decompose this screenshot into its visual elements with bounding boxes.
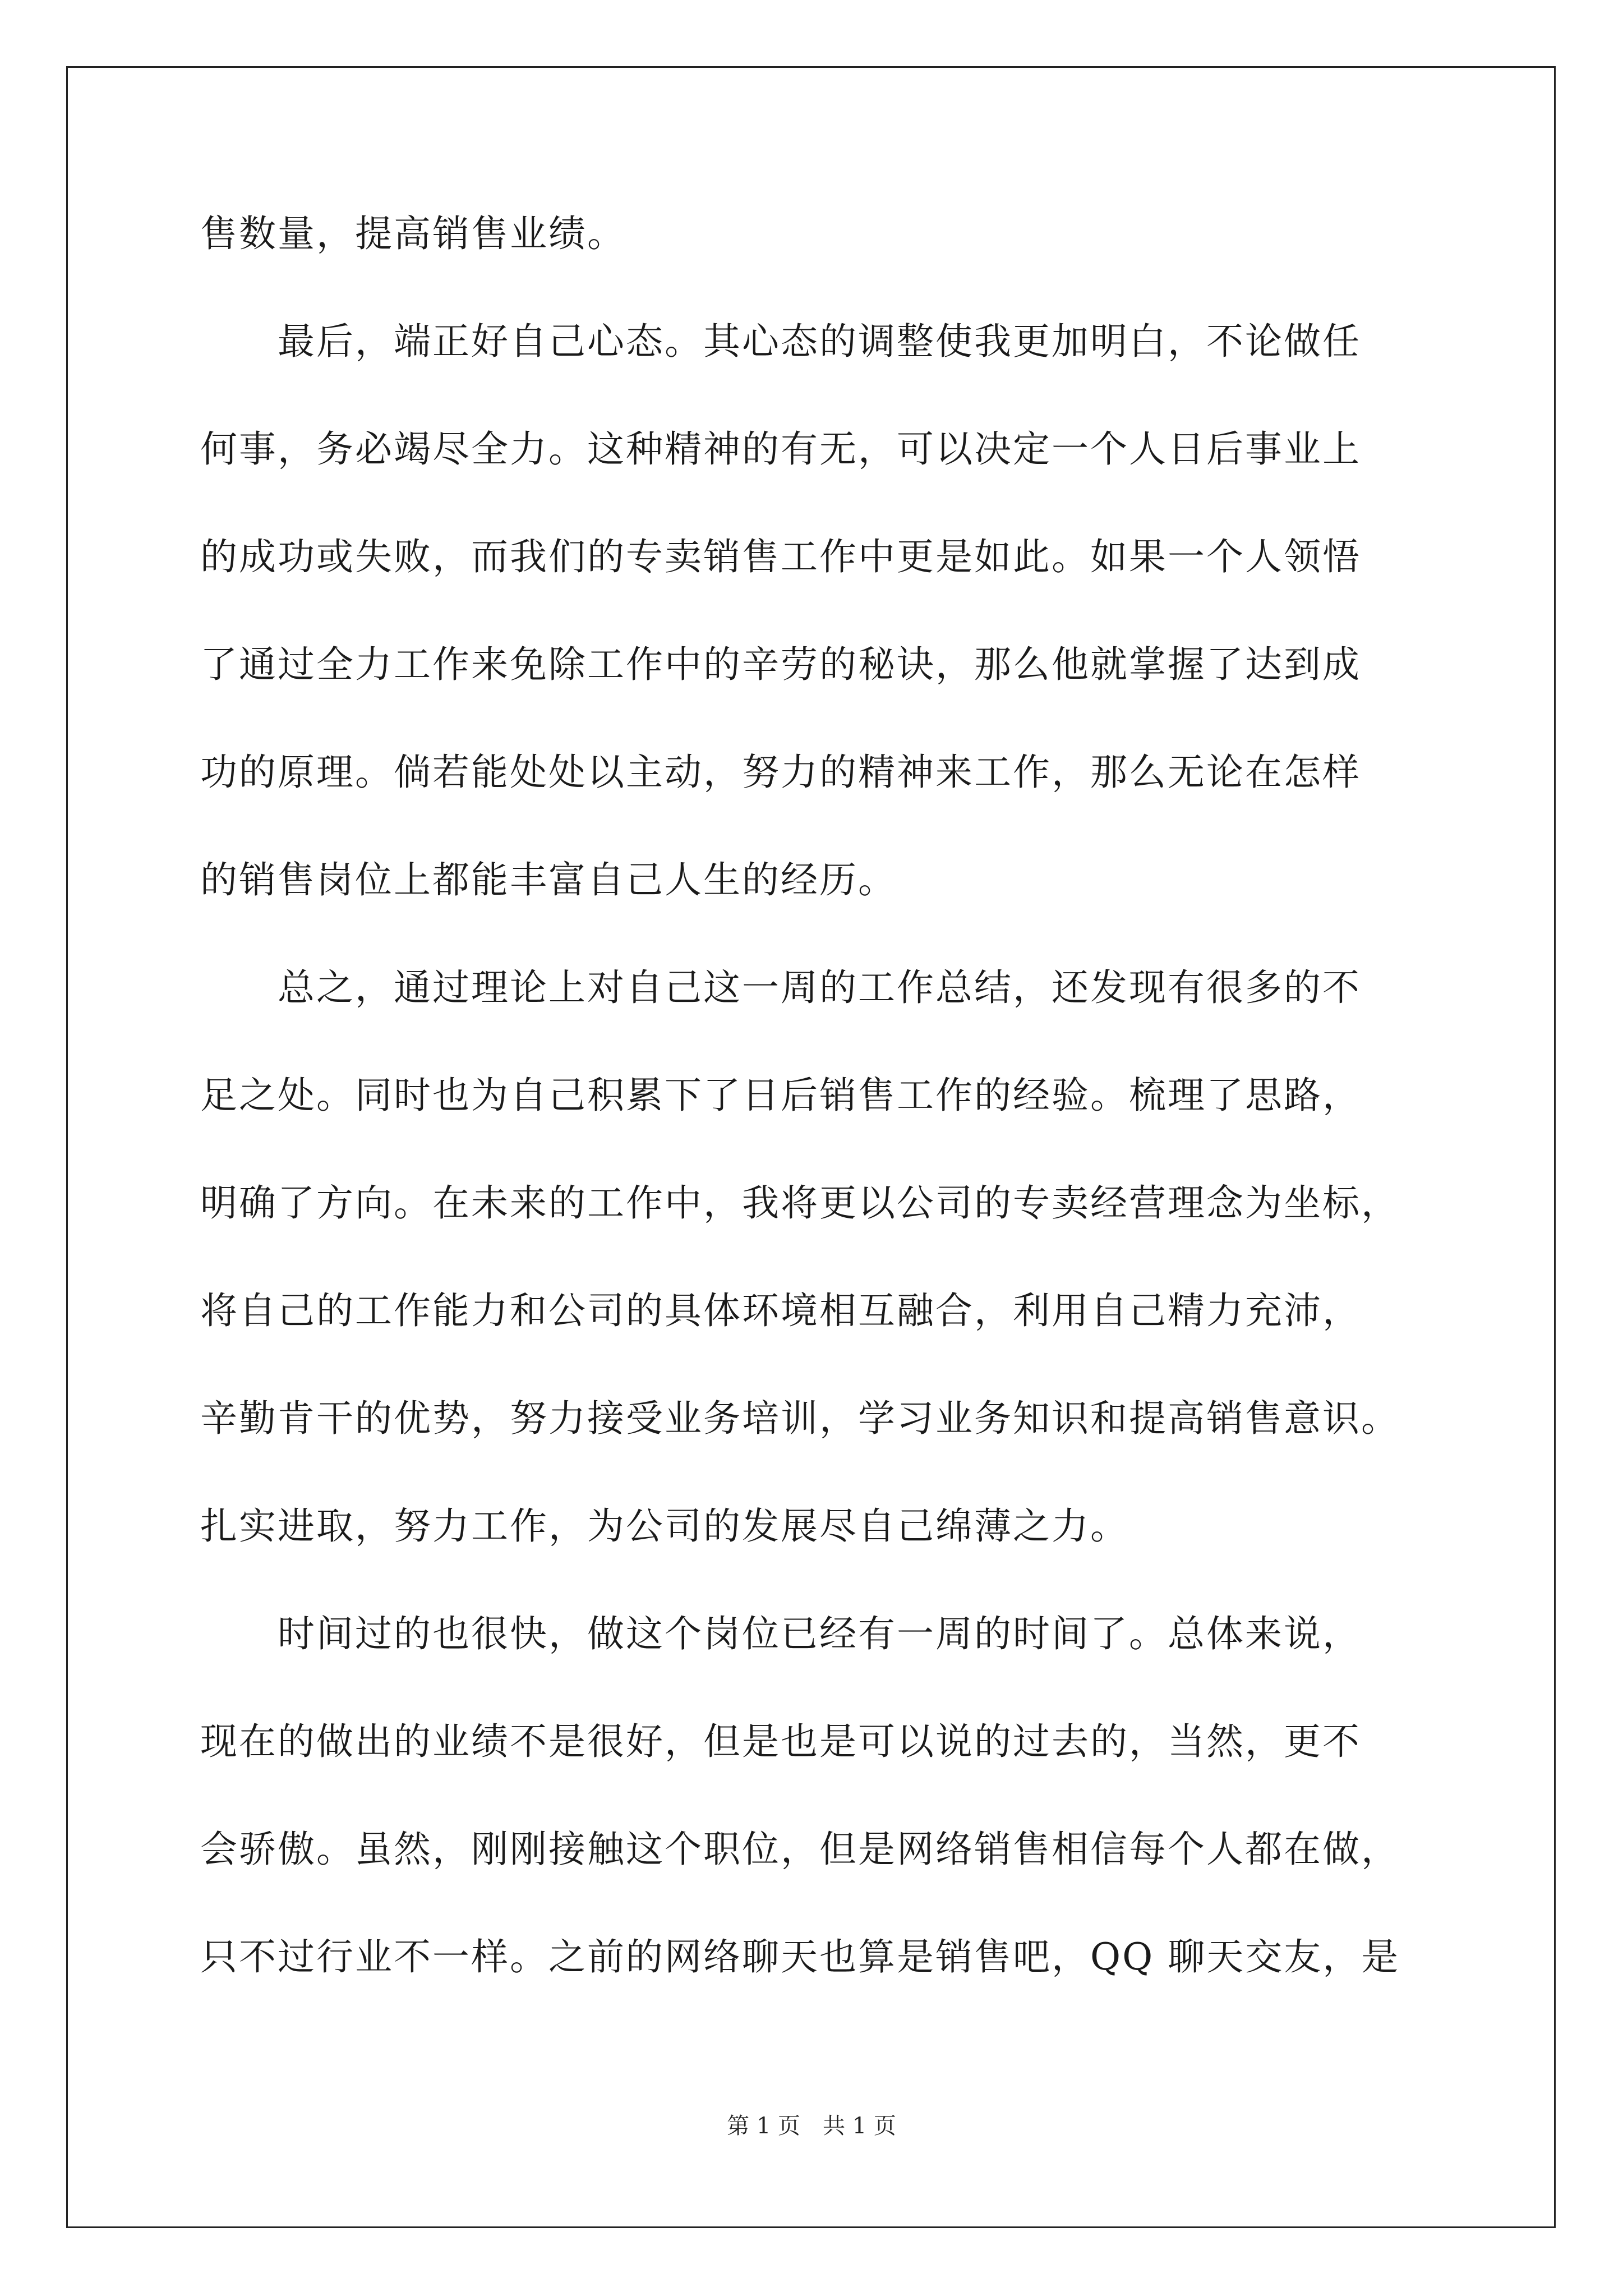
- text-line-15: 现在的做出的业绩不是很好，但是也是可以说的过去的，当然，更不: [200, 1720, 1361, 1763]
- text-line-6: 功的原理。倘若能处处以主动，努力的精神来工作，那么无论在怎样: [200, 751, 1361, 794]
- page-number: 第 1 页: [727, 2113, 800, 2139]
- text-line-10: 明确了方向。在未来的工作中，我将更以公司的专卖经营理念为坐标，: [200, 1181, 1400, 1225]
- text-line-7: 的销售岗位上都能丰富自己人生的经历。: [200, 858, 897, 901]
- text-line-14: 时间过的也很快，做这个岗位已经有一周的时间了。总体来说，: [200, 1612, 1361, 1655]
- text-line-13: 扎实进取，努力工作，为公司的发展尽自己绵薄之力。: [200, 1504, 1129, 1548]
- text-line-3: 何事，务必竭尽全力。这种精神的有无，可以决定一个人日后事业上: [200, 427, 1361, 471]
- text-line-1: 售数量，提高销售业绩。: [200, 212, 626, 255]
- text-line-12: 辛勤肯干的优势，努力接受业务培训，学习业务知识和提高销售意识。: [200, 1397, 1400, 1440]
- page-footer: [0, 2115, 1623, 2137]
- text-line-9: 足之处。同时也为自己积累下了日后销售工作的经验。梳理了思路，: [200, 1074, 1361, 1117]
- page-total: 共 1 页: [823, 2113, 896, 2139]
- text-line-5: 了通过全力工作来免除工作中的辛劳的秘诀，那么他就掌握了达到成: [200, 643, 1361, 686]
- text-line-4: 的成功或失败，而我们的专卖销售工作中更是如此。如果一个人领悟: [200, 535, 1361, 578]
- text-line-17: 只不过行业不一样。之前的网络聊天也算是销售吧，QQ 聊天交友，是: [200, 1935, 1400, 1978]
- text-line-11: 将自己的工作能力和公司的具体环境相互融合，利用自己精力充沛，: [200, 1289, 1361, 1332]
- page-border: [66, 66, 1556, 2228]
- text-line-2: 最后，端正好自己心态。其心态的调整使我更加明白，不论做任: [200, 320, 1361, 363]
- text-line-8: 总之，通过理论上对自己这一周的工作总结，还发现有很多的不: [200, 966, 1361, 1009]
- text-line-16: 会骄傲。虽然，刚刚接触这个职位，但是网络销售相信每个人都在做，: [200, 1828, 1400, 1871]
